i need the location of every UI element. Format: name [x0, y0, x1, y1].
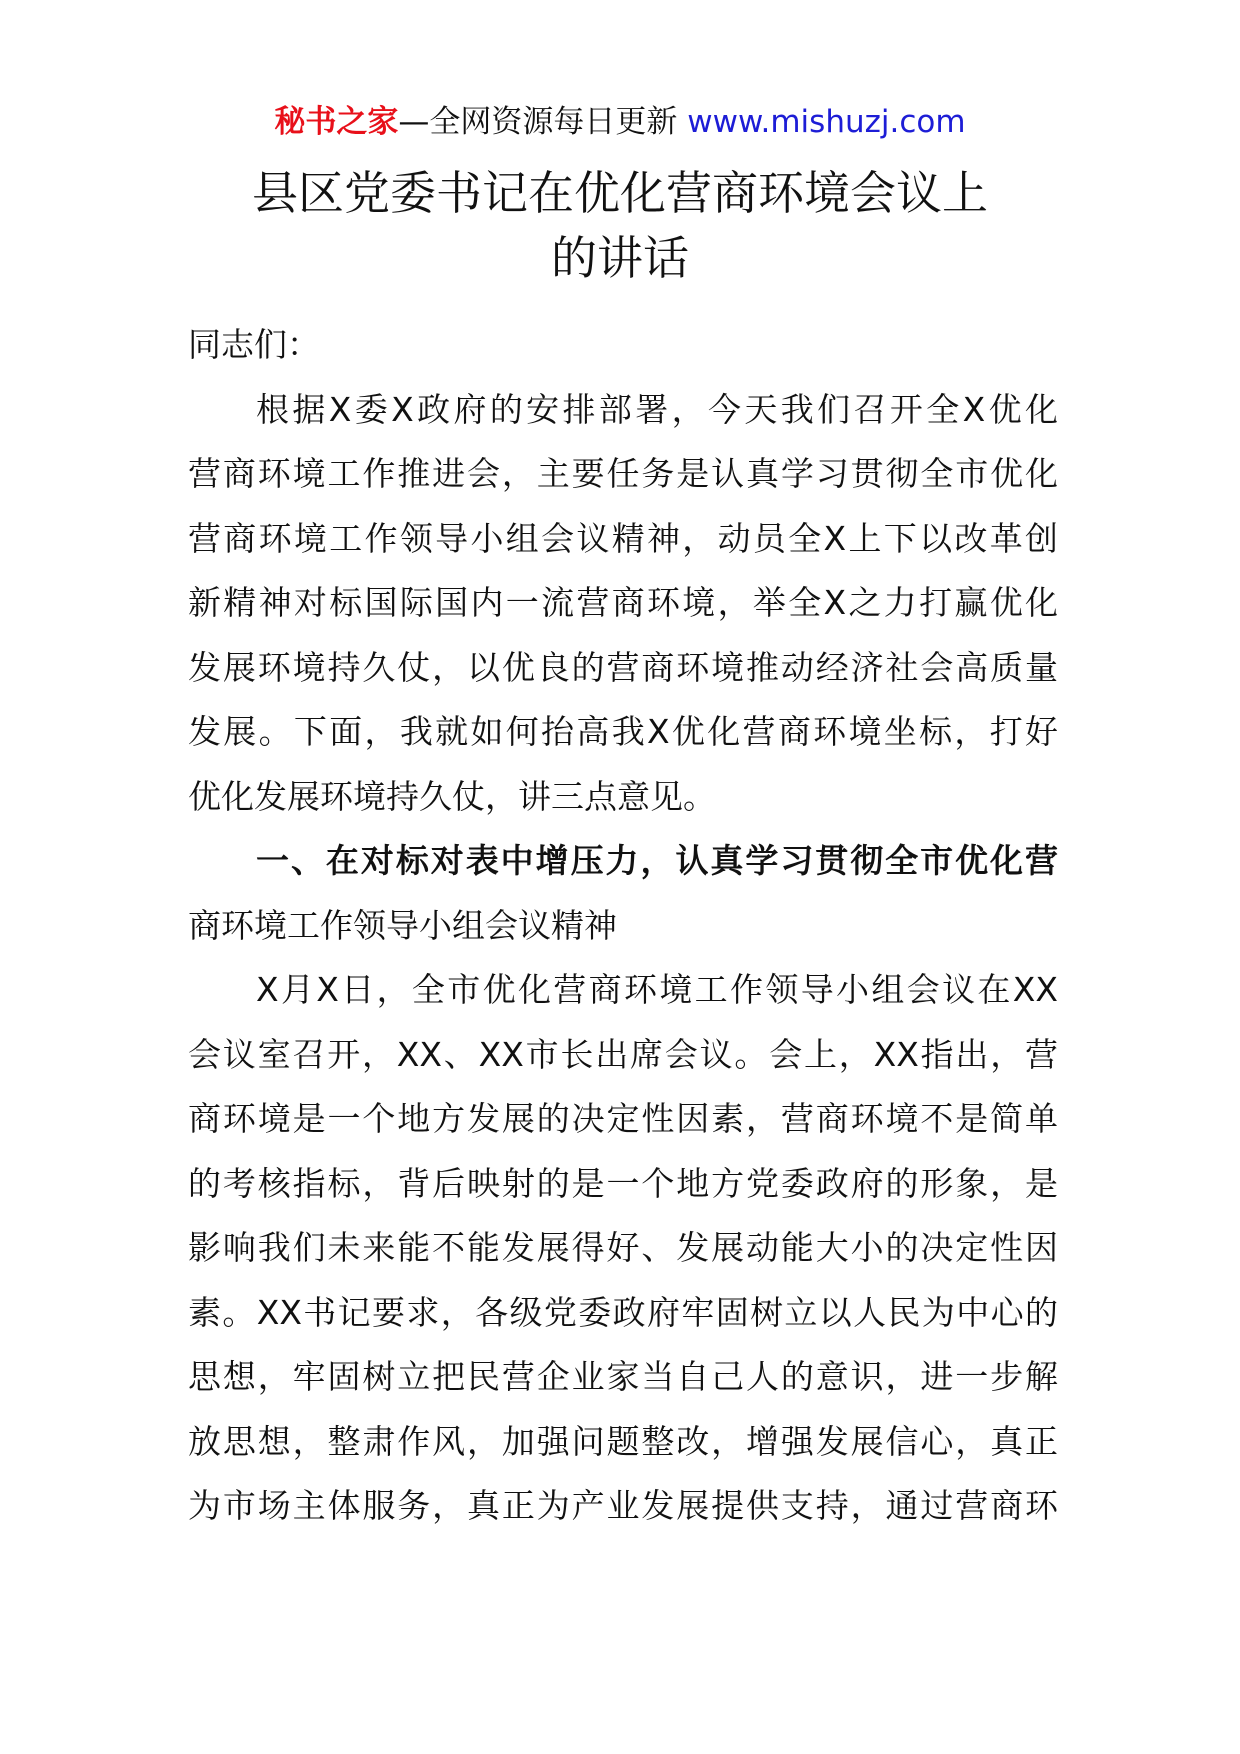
header-tagline: —全网资源每日更新 [398, 104, 688, 140]
paragraph-line: 思想，牢固树立把民营企业家当自己人的意识，进一步解 [188, 1357, 1058, 1396]
paragraph-line: 发展。下面，我就如何抬高我X优化营商环境坐标，打好 [188, 712, 1058, 751]
paragraph-line: 会议室召开，XX、XX市长出席会议。会上，XX指出，营 [188, 1034, 1058, 1074]
section-heading-line: 商环境工作领导小组会议精神 [188, 905, 617, 945]
paragraph-line: 影响我们未来能不能发展得好、发展动能大小的决定性因 [188, 1228, 1058, 1267]
section-heading-line: 一、在对标对表中增压力，认真学习贯彻全市优化营 [256, 841, 1058, 880]
paragraph-line: 根据X委X政府的安排部署，今天我们召开全X优化 [256, 389, 1058, 429]
brand-name: 秘书之家 [274, 104, 399, 140]
paragraph-line: 营商环境工作领导小组会议精神，动员全X上下以改革创 [188, 518, 1058, 558]
paragraph-line: 发展环境持久仗，以优良的营商环境推动经济社会高质量 [188, 647, 1058, 687]
paragraph-line: 素。XX书记要求，各级党委政府牢固树立以人民为中心的 [188, 1292, 1058, 1332]
paragraph-line: 营商环境工作推进会，主要任务是认真学习贯彻全市优化 [188, 454, 1058, 493]
document-title-line-1: 县区党委书记在优化营商环境会议上 [252, 166, 988, 220]
paragraph-line: 新精神对标国际国内一流营商环境，举全X之力打赢优化 [188, 583, 1058, 622]
document-body [188, 313, 1058, 1539]
paragraph-line: 为市场主体服务，真正为产业发展提供支持，通过营商环 [188, 1486, 1058, 1525]
document-title-line-2: 的讲话 [551, 231, 689, 285]
site-url-link[interactable]: www.mishuzj.com [687, 104, 966, 140]
paragraph-line: 的考核指标，背后映射的是一个地方党委政府的形象，是 [188, 1163, 1058, 1203]
paragraph-line: 放思想，整肃作风，加强问题整改，增强发展信心，真正 [188, 1421, 1058, 1461]
paragraph-line: X月X日，全市优化营商环境工作领导小组会议在XX [256, 970, 1058, 1009]
paragraph-line: 商环境是一个地方发展的决定性因素，营商环境不是简单 [188, 1099, 1058, 1138]
site-header [0, 100, 1240, 144]
salutation: 同志们： [188, 325, 320, 364]
paragraph-line: 优化发展环境持久仗，讲三点意见。 [188, 776, 716, 816]
